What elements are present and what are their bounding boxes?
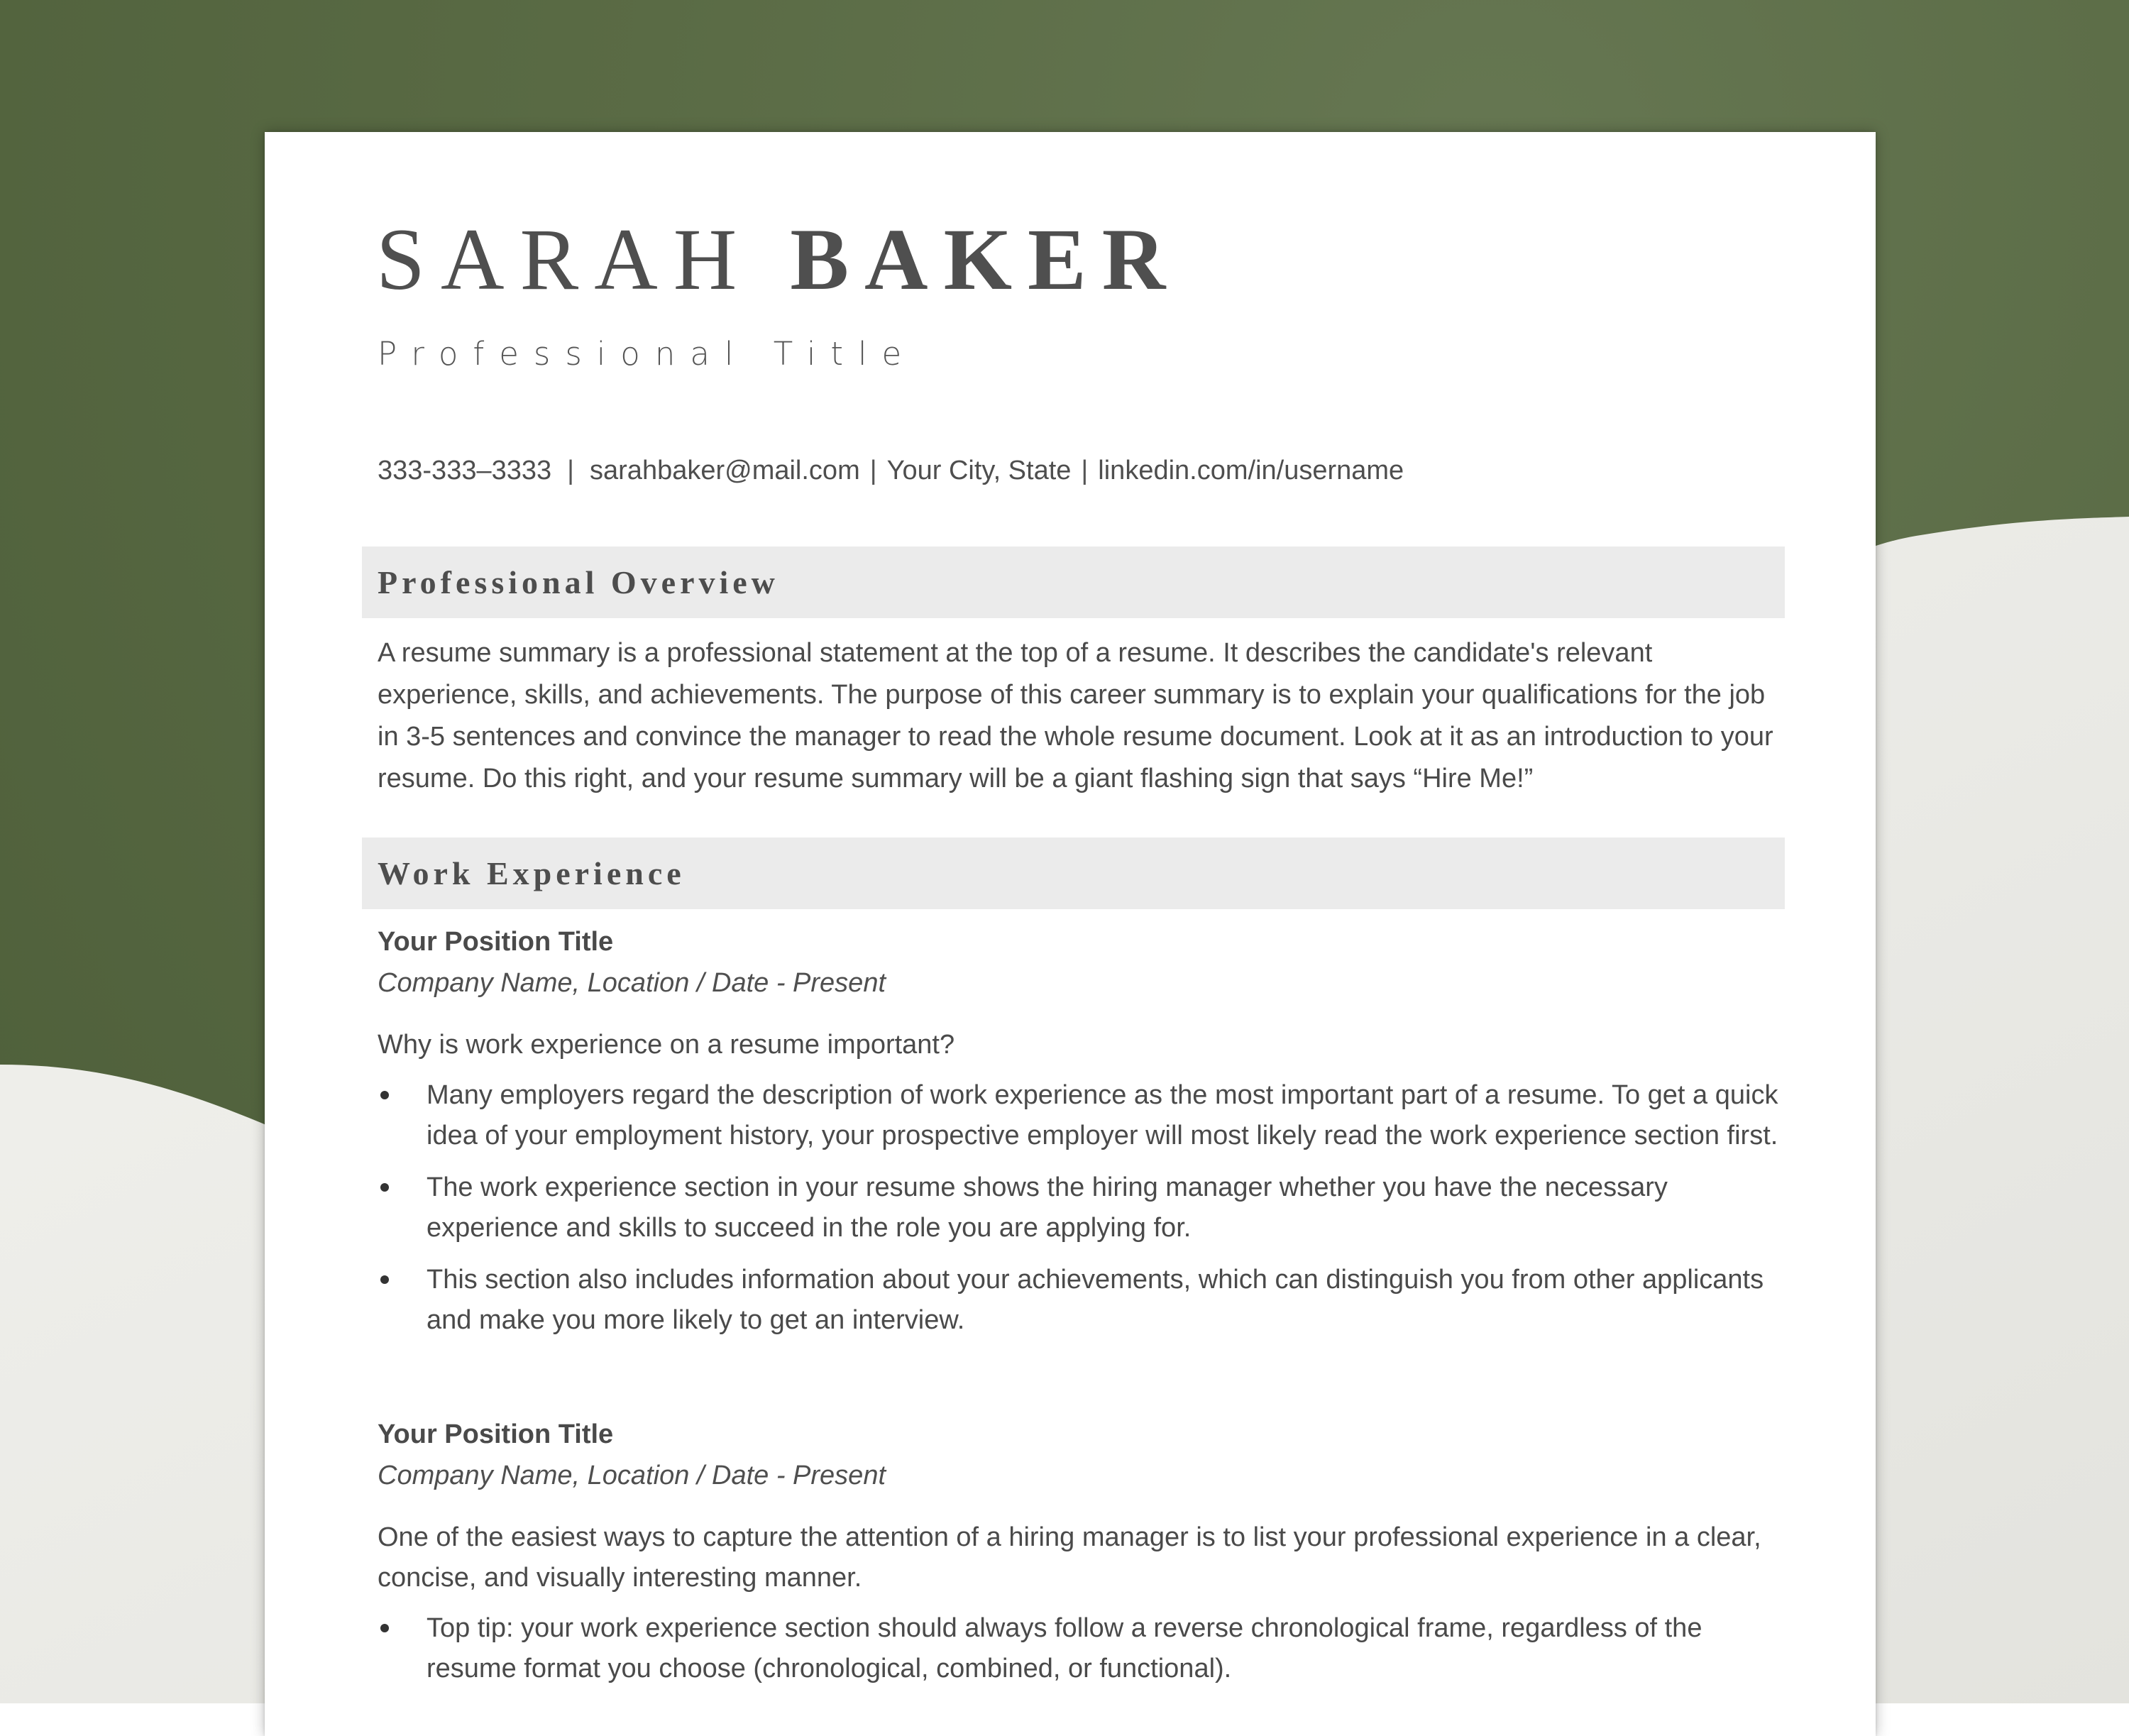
list-item: [378, 1075, 1783, 1156]
list-item: [378, 1260, 1783, 1341]
contact-location: Your City, State: [886, 456, 1072, 485]
job-company: Company Name, Location / Date - Present: [378, 968, 886, 998]
section-header-experience: [362, 837, 1785, 909]
job-entry: [378, 921, 1783, 1352]
bullet-icon: [380, 1624, 389, 1632]
contact-line: [378, 456, 1404, 486]
last-name: BAKER: [790, 211, 1182, 308]
overview-text: A resume summary is a professional statement at the top of a resume. It describes the candidate's relevant experience, skills, and achievements. The purpose of this career summary is to explain your qualifications for the job in 3-5 sentences and convince the manager to read the whole resume document. Look at it as an introduction to your resume. Do this right, and your resume summary will be a giant flashing sign that says “Hire Me!”: [378, 638, 1773, 793]
bullet-list: [378, 1608, 1783, 1689]
bullet-text: Top tip: your work experience section should always follow a reverse chronological frame, regardless of the resume format you choose (chronological, combined, or functional).: [427, 1613, 1702, 1683]
bullet-list: [378, 1075, 1783, 1341]
job-intro: One of the easiest ways to capture the attention of a hiring manager is to list your professional experience in a clear, concise, and visually interesting manner.: [378, 1522, 1761, 1593]
job-title: Your Position Title: [378, 927, 614, 957]
divider: |: [869, 456, 877, 485]
job-title: Your Position Title: [378, 1419, 614, 1449]
contact-email: sarahbaker@mail.com: [590, 456, 860, 485]
section-heading: Work Experience: [378, 855, 686, 891]
bullet-icon: [380, 1183, 389, 1192]
bullet-text: Many employers regard the description of work experience as the most important part of a resume. To get a quick idea of your employment history, your prospective employer will most likely read the work experience section first.: [427, 1080, 1778, 1150]
contact-phone: 333-333–3333: [378, 456, 552, 485]
job-company: Company Name, Location / Date - Present: [378, 1461, 886, 1490]
bullet-text: The work experience section in your resume shows the hiring manager whether you have the necessary experience and skills to succeed in the role you are applying for.: [427, 1172, 1668, 1243]
job-entry: [378, 1414, 1783, 1701]
bullet-icon: [380, 1275, 389, 1284]
contact-linkedin: linkedin.com/in/username: [1098, 456, 1404, 485]
resume-name: [376, 211, 1182, 308]
professional-title: Professional Title: [378, 335, 917, 373]
list-item: [378, 1168, 1783, 1248]
resume-page: [265, 132, 1876, 1736]
first-name: SARAH: [376, 211, 753, 308]
section-heading: Professional Overview: [378, 564, 779, 600]
divider: |: [567, 456, 575, 485]
bullet-icon: [380, 1091, 389, 1099]
bullet-text: This section also includes information about your achievements, which can distinguish you from other applicants and make you more likely to get an interview.: [427, 1265, 1764, 1335]
divider: |: [1081, 456, 1089, 485]
list-item: [378, 1608, 1783, 1689]
job-intro: Why is work experience on a resume important?: [378, 1030, 955, 1060]
section-header-overview: [362, 546, 1785, 618]
